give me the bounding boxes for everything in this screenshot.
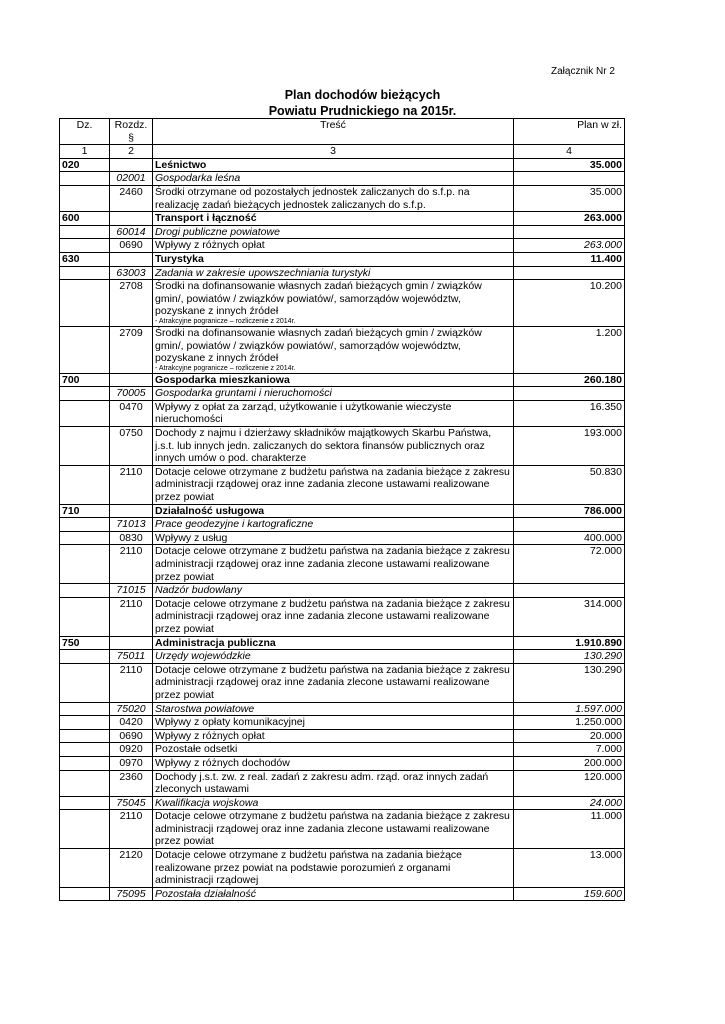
cell-amount: 200.000: [514, 756, 625, 770]
cell-code: 2110: [110, 663, 153, 702]
cell-amount: 1.250.000: [514, 716, 625, 730]
cell-dz: [60, 650, 110, 664]
cell-code: 75020: [110, 702, 153, 716]
paragraph-row: [60, 849, 625, 888]
cell-dz: [60, 743, 110, 757]
paragraph-row: [60, 400, 625, 426]
cell-dz: [60, 185, 110, 211]
cell-code: 2110: [110, 597, 153, 636]
cell-dz: [60, 796, 110, 810]
cell-text: [153, 743, 514, 757]
cell-text-main: Gospodarka mieszkaniowa: [155, 373, 290, 386]
cell-text-main: Drogi publiczne powiatowe: [155, 225, 280, 238]
cell-text: [153, 796, 514, 810]
cell-amount: [514, 266, 625, 280]
cell-text-main: Prace geodezyjne i kartograficzne: [155, 518, 314, 531]
cell-text: [153, 756, 514, 770]
chapter-row: [60, 702, 625, 716]
cell-text-main: Starostwa powiatowe: [155, 702, 255, 715]
cell-text-main: Działalność usługowa: [155, 504, 265, 517]
cell-amount: 1.200: [514, 326, 625, 373]
cell-code: 0690: [110, 239, 153, 253]
paragraph-row: [60, 770, 625, 796]
cell-text: [153, 716, 514, 730]
attachment-label: Załącznik Nr 2: [551, 66, 615, 77]
column-number: 4: [514, 145, 625, 159]
cell-dz: [60, 597, 110, 636]
cell-text: [153, 239, 514, 253]
section-row: [60, 252, 625, 266]
cell-amount: 159.600: [514, 887, 625, 901]
cell-text-note: - Atrakcyjne pogranicze – rozliczenie z 2014r.: [155, 317, 296, 325]
chapter-row: [60, 796, 625, 810]
chapter-row: [60, 650, 625, 664]
cell-amount: 11.400: [514, 252, 625, 266]
cell-dz: [60, 239, 110, 253]
cell-text-main: Środki na dofinansowanie własnych zadań bieżących gmin / związków gmin/, powiatów / związków powiatów/, samorządów województw, pozyskane z innych źródeł: [155, 280, 482, 318]
column-number-row: [60, 145, 625, 159]
cell-text-main: Nadzór budowlany: [155, 584, 242, 597]
cell-text-main: Turystyka: [155, 252, 204, 265]
cell-amount: 10.200: [514, 280, 625, 327]
cell-dz: [60, 400, 110, 426]
cell-text-main: Wpływy z usług: [155, 531, 228, 544]
cell-text-main: Dotacje celowe otrzymane z budżetu państwa na zadania bieżące z zakresu administracji rządowej oraz inne zadania zlecone ustawami realizowane przez powiat: [155, 663, 510, 701]
cell-text-main: Dotacje celowe otrzymane z budżetu państwa na zadania bieżące z zakresu administracji rządowej oraz inne zadania zlecone ustawami realizowane przez powiat: [155, 465, 510, 504]
column-number: 1: [60, 145, 110, 159]
cell-amount: 130.290: [514, 650, 625, 664]
cell-code: 0470: [110, 400, 153, 426]
cell-text: [153, 849, 514, 888]
cell-text: [153, 373, 514, 387]
header-rozdz-line2: §: [128, 131, 134, 144]
cell-amount: [514, 172, 625, 186]
cell-code: 0420: [110, 716, 153, 730]
section-row: [60, 373, 625, 387]
cell-amount: 130.290: [514, 663, 625, 702]
cell-code: 60014: [110, 225, 153, 239]
cell-text: [153, 225, 514, 239]
cell-dz: 630: [60, 252, 110, 266]
cell-text-main: Wpływy z różnych dochodów: [155, 756, 290, 769]
cell-dz: [60, 887, 110, 901]
cell-code: 2110: [110, 465, 153, 504]
cell-text: [153, 650, 514, 664]
cell-dz: [60, 225, 110, 239]
paragraph-row: [60, 185, 625, 211]
cell-text: [153, 545, 514, 584]
cell-amount: 1.597.000: [514, 702, 625, 716]
cell-text: [153, 597, 514, 636]
cell-dz: [60, 663, 110, 702]
cell-dz: [60, 518, 110, 532]
cell-code: 2460: [110, 185, 153, 211]
cell-text: [153, 663, 514, 702]
chapter-row: [60, 266, 625, 280]
cell-dz: [60, 545, 110, 584]
paragraph-row: [60, 756, 625, 770]
cell-amount: 13.000: [514, 849, 625, 888]
cell-amount: 786.000: [514, 504, 625, 518]
cell-dz: [60, 849, 110, 888]
section-row: [60, 636, 625, 650]
cell-code: 71015: [110, 584, 153, 598]
cell-dz: [60, 326, 110, 373]
cell-code: [110, 212, 153, 226]
cell-text-main: Środki na dofinansowanie własnych zadań bieżących gmin / związków gmin/, powiatów / związków powiatów/, samorządów województw, pozyskane z innych źródeł: [155, 326, 482, 365]
chapter-row: [60, 584, 625, 598]
cell-amount: 263.000: [514, 239, 625, 253]
cell-code: 0970: [110, 756, 153, 770]
column-number: 2: [110, 145, 153, 159]
cell-amount: [514, 584, 625, 598]
cell-text: [153, 636, 514, 650]
paragraph-row: [60, 465, 625, 504]
cell-text-main: Dotacje celowe otrzymane z budżetu państwa na zadania bieżące z zakresu administracji rządowej oraz inne zadania zlecone ustawami realizowane przez powiat: [155, 545, 510, 583]
section-row: [60, 212, 625, 226]
cell-text: [153, 266, 514, 280]
cell-text-main: Urzędy wojewódzkie: [155, 650, 251, 663]
cell-amount: 24.000: [514, 796, 625, 810]
cell-text-main: Transport i łączność: [155, 212, 257, 225]
cell-code: 02001: [110, 172, 153, 186]
cell-code: 0690: [110, 729, 153, 743]
cell-text: [153, 387, 514, 401]
cell-text-main: Dochody z najmu i dzierżawy składników majątkowych Skarbu Państwa, j.s.t. lub innych jedn. zaliczanych do sektora finansów publicznych oraz innych umów o pod. charakterze: [155, 427, 492, 465]
paragraph-row: [60, 545, 625, 584]
cell-amount: 20.000: [514, 729, 625, 743]
cell-code: 2110: [110, 810, 153, 849]
cell-text: [153, 584, 514, 598]
paragraph-row: [60, 729, 625, 743]
cell-code: 0830: [110, 531, 153, 545]
cell-dz: [60, 810, 110, 849]
document-title: Plan dochodów bieżących: [284, 88, 441, 102]
cell-code: [110, 252, 153, 266]
cell-code: 75011: [110, 650, 153, 664]
cell-dz: [60, 172, 110, 186]
cell-text: [153, 212, 514, 226]
cell-text-main: Wpływy z różnych opłat: [155, 239, 265, 252]
cell-dz: [60, 531, 110, 545]
paragraph-row: [60, 716, 625, 730]
cell-code: 71013: [110, 518, 153, 532]
cell-dz: [60, 770, 110, 796]
cell-text-main: Wpływy z różnych opłat: [155, 729, 265, 742]
cell-dz: [60, 266, 110, 280]
cell-amount: [514, 387, 625, 401]
cell-amount: 1.910.890: [514, 636, 625, 650]
header-tresc: Treść: [153, 119, 514, 145]
cell-text-main: Dochody j.s.t. zw. z real. zadań z zakresu adm. rząd. oraz innych zadań zleconych ustawami: [155, 770, 489, 796]
cell-code: 2120: [110, 849, 153, 888]
cell-dz: 020: [60, 158, 110, 172]
header-dz: Dz.: [60, 119, 110, 145]
chapter-row: [60, 887, 625, 901]
paragraph-row: [60, 531, 625, 545]
cell-code: 0750: [110, 427, 153, 466]
cell-text-main: Gospodarka gruntami i nieruchomości: [155, 387, 332, 400]
cell-text-main: Pozostała działalność: [155, 887, 256, 900]
cell-text: [153, 400, 514, 426]
cell-text: [153, 158, 514, 172]
cell-code: 2708: [110, 280, 153, 327]
table-header-row: [60, 119, 625, 145]
cell-text-main: Leśnictwo: [155, 158, 207, 171]
cell-code: [110, 158, 153, 172]
cell-dz: [60, 716, 110, 730]
cell-dz: 700: [60, 373, 110, 387]
cell-dz: [60, 584, 110, 598]
cell-code: 2360: [110, 770, 153, 796]
cell-code: 75095: [110, 887, 153, 901]
cell-text-main: Pozostałe odsetki: [155, 743, 238, 756]
paragraph-row: [60, 280, 625, 327]
cell-amount: 314.000: [514, 597, 625, 636]
cell-amount: 16.350: [514, 400, 625, 426]
cell-code: 70005: [110, 387, 153, 401]
cell-text-main: Dotacje celowe otrzymane z budżetu państwa na zadania bieżące realizowane przez powiat na podstawie porozumień z organami administracji rządowej: [155, 849, 463, 887]
cell-amount: 35.000: [514, 185, 625, 211]
header-rozdz: [110, 119, 153, 145]
cell-text-main: Administracja publiczna: [155, 636, 276, 649]
cell-text: [153, 729, 514, 743]
header-plan: Plan w zł.: [514, 119, 625, 145]
cell-amount: 11.000: [514, 810, 625, 849]
cell-text: [153, 702, 514, 716]
budget-table: [59, 118, 625, 901]
cell-dz: 600: [60, 212, 110, 226]
cell-text-main: Gospodarka leśna: [155, 172, 241, 185]
cell-text-main: Dotacje celowe otrzymane z budżetu państwa na zadania bieżące z zakresu administracji rządowej oraz inne zadania zlecone ustawami realizowane przez powiat: [155, 810, 510, 848]
cell-text: [153, 465, 514, 504]
cell-dz: [60, 387, 110, 401]
cell-dz: [60, 280, 110, 327]
cell-amount: [514, 518, 625, 532]
cell-text: [153, 810, 514, 849]
cell-text-main: Kwalifikacja wojskowa: [155, 796, 259, 809]
cell-text: [153, 252, 514, 266]
cell-amount: 400.000: [514, 531, 625, 545]
header-rozdz-line1: Rozdz.: [114, 119, 148, 131]
cell-dz: [60, 702, 110, 716]
cell-code: 2709: [110, 326, 153, 373]
column-number: 3: [153, 145, 514, 159]
paragraph-row: [60, 427, 625, 466]
cell-code: 2110: [110, 545, 153, 584]
cell-text-main: Wpływy z opłaty komunikacyjnej: [155, 716, 305, 729]
cell-amount: 35.000: [514, 158, 625, 172]
chapter-row: [60, 225, 625, 239]
cell-text: [153, 172, 514, 186]
section-row: [60, 158, 625, 172]
cell-text-main: Środki otrzymane od pozostałych jednostek zaliczanych do s.f.p. na realizację zadań bieżących jednostek zaliczanych do s.f.p.: [155, 185, 470, 211]
cell-text: [153, 887, 514, 901]
cell-code: 63003: [110, 266, 153, 280]
cell-text: [153, 427, 514, 466]
cell-text: [153, 280, 514, 327]
cell-text: [153, 185, 514, 211]
cell-text-main: Zadania w zakresie upowszechniania turystyki: [155, 266, 371, 279]
cell-dz: 710: [60, 504, 110, 518]
cell-dz: [60, 427, 110, 466]
cell-text-note: - Atrakcyjne pogranicze – rozliczenie z 2014r.: [155, 364, 296, 372]
cell-amount: 50.830: [514, 465, 625, 504]
cell-dz: 750: [60, 636, 110, 650]
cell-amount: 72.000: [514, 545, 625, 584]
chapter-row: [60, 387, 625, 401]
cell-text-main: Dotacje celowe otrzymane z budżetu państwa na zadania bieżące z zakresu administracji rządowej oraz inne zadania zlecone ustawami realizowane przez powiat: [155, 597, 510, 635]
paragraph-row: [60, 663, 625, 702]
cell-amount: 7.000: [514, 743, 625, 757]
cell-text: [153, 531, 514, 545]
cell-text: [153, 504, 514, 518]
chapter-row: [60, 172, 625, 186]
document-subtitle: Powiatu Prudnickiego na 2015r.: [268, 104, 457, 118]
cell-amount: 120.000: [514, 770, 625, 796]
paragraph-row: [60, 326, 625, 373]
cell-dz: [60, 729, 110, 743]
cell-text: [153, 770, 514, 796]
cell-code: [110, 373, 153, 387]
cell-dz: [60, 756, 110, 770]
paragraph-row: [60, 810, 625, 849]
cell-text-main: Wpływy z opłat za zarząd, użytkowanie i użytkowanie wieczyste nieruchomości: [155, 400, 452, 426]
cell-code: 75045: [110, 796, 153, 810]
cell-amount: 193.000: [514, 427, 625, 466]
cell-code: [110, 504, 153, 518]
cell-code: 0920: [110, 743, 153, 757]
cell-dz: [60, 465, 110, 504]
paragraph-row: [60, 597, 625, 636]
cell-text: [153, 326, 514, 373]
cell-text: [153, 518, 514, 532]
paragraph-row: [60, 743, 625, 757]
paragraph-row: [60, 239, 625, 253]
cell-code: [110, 636, 153, 650]
section-row: [60, 504, 625, 518]
cell-amount: [514, 225, 625, 239]
chapter-row: [60, 518, 625, 532]
cell-amount: 260.180: [514, 373, 625, 387]
cell-amount: 263.000: [514, 212, 625, 226]
